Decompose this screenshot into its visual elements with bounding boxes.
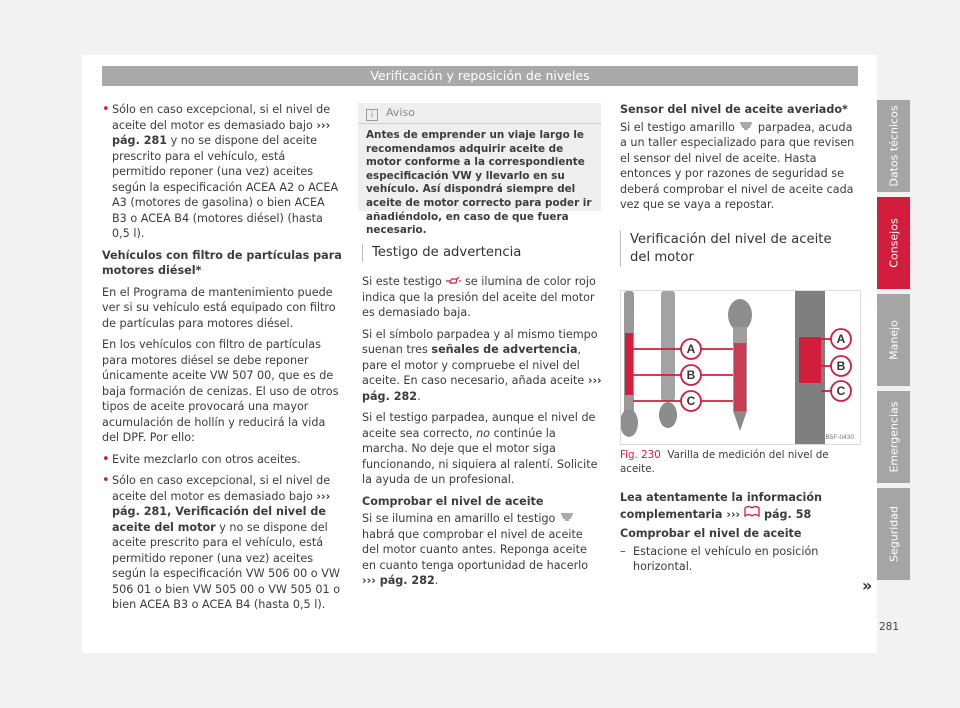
page-number: 281 — [879, 621, 900, 633]
notice-box — [358, 103, 601, 237]
notice-header: i Aviso — [358, 103, 601, 124]
page-link[interactable]: ››› pág. 281 — [112, 118, 331, 147]
paragraph: En los vehículos con filtro de partículas para motores diésel se debe reponer únicamente aceite VW 507 00, que es de baja formación de cenizas. El uso de otros tipos de aceite provocará una mayor acumulación de hollín y reducirá la vida del DPF. Por ello: — [102, 338, 339, 444]
oil-level-icon — [738, 122, 754, 130]
tab-consejos[interactable]: Consejos — [877, 197, 910, 289]
list-item: • Sólo en caso excepcional, si el nivel de aceite del motor es demasiado bajo ››› pág. 281 y no se dispone del aceite prescrito para el vehículo, está permitido reponer (una vez) aceites según la especificación ACEA A2 o ACEA A3 (motores de gasolina) o bien ACEA B3 o ACEA B4 (motores diésel) (hasta 0,5 l). — [102, 102, 342, 242]
page-header: Verificación y reposición de niveles — [102, 66, 858, 86]
figure-code: B5F-0430 — [825, 434, 854, 441]
list-item: • Evite mezclarlo con otros aceites. — [102, 452, 342, 468]
column-2 — [362, 244, 602, 595]
dipstick-illustration — [621, 291, 860, 444]
subheading: Comprobar el nivel de aceite — [362, 494, 544, 508]
mark-a-right: A — [836, 332, 846, 346]
list-item: – Estacione el vehículo en posición horizontal. — [620, 544, 860, 575]
figure-caption: Fig. 230 Varilla de medición del nivel de aceite. — [620, 449, 829, 475]
mark-c-right: C — [836, 384, 846, 398]
section-title: Testigo de advertencia — [362, 244, 602, 262]
page-link[interactable]: pág. 58 — [763, 507, 812, 521]
paragraph: En el Programa de mantenimiento puede ver si su vehículo está equipado con filtro de partículas para motores diésel. — [102, 285, 336, 330]
paragraph: Si el testigo parpadea, aunque el nivel de aceite sea correcto, no continúe la marcha. No deje que el motor siga funcionando, ni siquiera al ralentí. Solicite la ayuda de un profesional. — [362, 411, 598, 486]
paragraph: Si el símbolo parpadea y al mismo tiempo suenan tres señales de advertencia, pare el motor y compruebe el nivel del aceite. En caso necesario, añada aceite ››› pág. 282. — [362, 327, 602, 403]
subheading: Sensor del nivel de aceite averiado* — [620, 103, 848, 116]
continue-icon: » — [862, 576, 873, 595]
read-notice: Lea atentamente la información complementaria ››› pág. 58 — [620, 491, 823, 521]
mark-b-left: B — [686, 368, 696, 382]
tab-emergencias[interactable]: Emergencias — [877, 391, 910, 483]
section-title: Verificación del nivel de aceite del motor — [620, 231, 860, 267]
paragraph: Si este testigo se ilumina de color rojo indica que la presión del aceite del motor es demasiado baja. — [362, 275, 596, 319]
mark-a-left: A — [686, 342, 696, 356]
column-3-bottom — [620, 490, 860, 575]
column-1 — [102, 102, 342, 619]
mark-b-right: B — [836, 359, 846, 373]
book-icon — [744, 506, 760, 518]
info-icon: i — [366, 109, 378, 121]
oil-pressure-icon — [445, 276, 461, 284]
page-link[interactable]: ››› pág. 282 — [362, 374, 602, 403]
subheading: Comprobar el nivel de aceite — [620, 527, 802, 540]
page-link[interactable]: ››› pág. 282 — [362, 574, 435, 587]
mark-c-left: C — [686, 394, 696, 408]
tab-datos-tecnicos[interactable]: Datos técnicos — [877, 100, 910, 192]
subheading: Vehículos con filtro de partículas para motores diésel* — [102, 248, 342, 277]
tab-seguridad[interactable]: Seguridad — [877, 488, 910, 580]
notice-text: Antes de emprender un viaje largo le recomendamos adquirir aceite de motor conforme a la correspondiente especificación VW y llevarlo en su vehículo. Así dispondrá siempre del aceite de motor correcto para poder ir añadiéndolo, en caso de que fuera necesario. — [366, 129, 592, 237]
dipstick-figure — [620, 290, 861, 445]
page-link[interactable]: ››› pág. 281, Verificación del nivel de aceite del motor — [112, 489, 331, 534]
tab-manejo[interactable]: Manejo — [877, 294, 910, 386]
paragraph: Si se ilumina en amarillo el testigo habrá que comprobar el nivel de aceite del motor cuanto antes. Reponga aceite en cuanto tenga oportunidad de hacerlo ››› pág. 282. — [362, 512, 589, 587]
oil-level-icon — [559, 513, 575, 521]
column-3 — [620, 102, 860, 267]
paragraph: Si el testigo amarillo parpadea, acuda a un taller especializado para que revisen el sensor del nivel de aceite. Hasta entonces y por razones de seguridad se deberá comprobar el nivel de aceite cada vez que se vaya a repostar. — [620, 120, 855, 211]
list-item: • Sólo en caso excepcional, si el nivel de aceite del motor es demasiado bajo ››› pág. 281, Verificación del nivel de aceite del motor y no se dispone del aceite prescrito para el vehículo, está permitido reponer (una vez) aceites según la especificación VW 506 00 o VW 506 01 o bien VW 505 00 o VW 505 01 o bien ACEA B3 o ACEA B4 (hasta 0,5 l). — [102, 473, 342, 613]
